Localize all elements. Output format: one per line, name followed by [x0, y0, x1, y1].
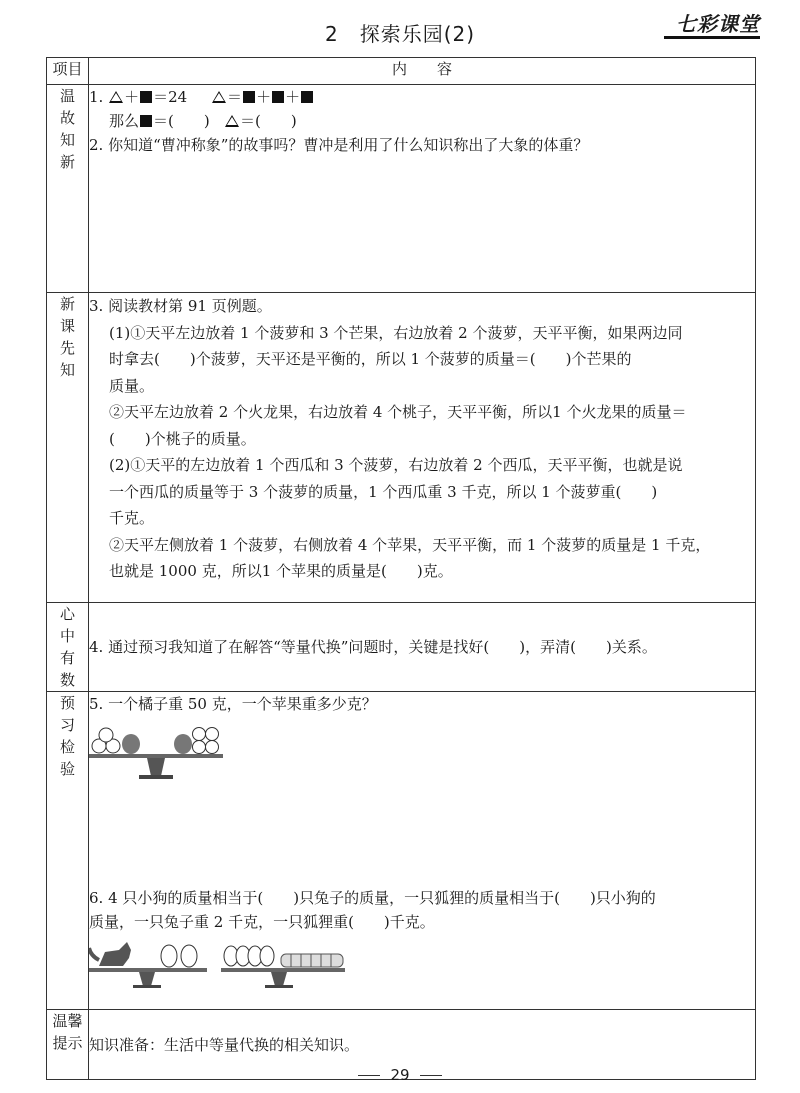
page-footer: [0, 1066, 800, 1084]
brand-logo: [660, 8, 760, 42]
check-content: [89, 692, 756, 1010]
review-content: [89, 85, 756, 293]
brand-text: 七彩课堂: [676, 12, 760, 36]
q3-p2a: ②天平左边放着 2 个火龙果，右边放着 4 个桃子，天平平衡，所以1 个火龙果的质量＝: [109, 403, 687, 421]
page-number: 29: [390, 1066, 410, 1084]
q1-blank-square: ＝( ): [153, 112, 210, 130]
q5: 5. 一个橘子重 50 克，一个苹果重多少克？: [89, 695, 377, 713]
q3: 3. 阅读教材第 91 页例题。: [89, 297, 272, 315]
q1-then: 那么: [109, 112, 140, 130]
q1-eq1-tail: ＝24: [153, 88, 188, 106]
label-mind-text: 心中有数: [59, 605, 75, 689]
tip-text: 知识准备：生活中等量代换的相关知识。: [89, 1035, 360, 1054]
triangle-icon: [212, 91, 226, 103]
label-newlesson-text: 新课先知: [59, 295, 75, 379]
square-icon: [243, 91, 255, 103]
q3-p3c: 千克。: [109, 509, 155, 527]
square-icon: [301, 91, 313, 103]
mind-content: [89, 603, 756, 692]
q1-blank-triangle: ＝( ): [240, 112, 297, 130]
label-check: [47, 692, 89, 1010]
q1-line2: [89, 109, 755, 133]
triangle-icon: [225, 115, 239, 127]
q3-p3a: (2)①天平的左边放着 1 个西瓜和 3 个菠萝，右边放着 2 个西瓜，天平平衡，也就是说: [109, 456, 683, 474]
q1-eq2-mid: ＝: [227, 88, 243, 106]
header-content: 内 容: [89, 58, 756, 85]
triangle-icon: [109, 91, 123, 103]
q3-p1b: 时拿去( )个菠萝，天平还是平衡的，所以 1 个菠萝的质量＝( )个芒果的: [109, 350, 632, 368]
label-review-text: 温故知新: [59, 87, 75, 171]
q3-p1c: 质量。: [109, 376, 155, 395]
balance-scale-animals-image: [89, 938, 349, 990]
q3-p4a: ②天平左侧放着 1 个菠萝，右侧放着 4 个苹果，天平平衡，而 1 个菠萝的质量是 1 千克，: [109, 535, 711, 554]
square-icon: [140, 115, 152, 127]
header-item: 项目: [47, 58, 89, 85]
balance-scale-fruit-image: [89, 720, 229, 782]
spacer: [89, 782, 755, 886]
content-table: [46, 57, 756, 1080]
label-tip-text: 温馨提示: [52, 1012, 83, 1052]
q6-line2: 质量，一只兔子重 2 千克，一只狐狸重( )千克。: [89, 913, 435, 931]
q3-p1a: (1)①天平左边放着 1 个菠萝和 3 个芒果，右边放着 2 个菠萝，天平平衡，如果两边同: [109, 323, 683, 342]
footer-dash-right: [420, 1075, 442, 1076]
q2: 2. 你知道“曹冲称象”的故事吗？曹冲是利用了什么知识称出了大象的体重？: [89, 136, 589, 154]
label-review: [47, 85, 89, 293]
page-title: 2 探索乐园(2): [324, 22, 476, 46]
q3-p3b: 一个西瓜的质量等于 3 个菠萝的质量，1 个西瓜重 3 千克，所以 1 个菠萝重( ): [109, 482, 658, 501]
q1-number: 1.: [89, 88, 104, 106]
label-newlesson: [47, 293, 89, 603]
q3-p2b: ( )个桃子的质量。: [109, 429, 256, 448]
square-icon: [140, 91, 152, 103]
q6-line1: 6. 4 只小狗的质量相当于( )只兔子的质量，一只狐狸的质量相当于( )只小狗的: [89, 889, 656, 907]
q3-p4b: 也就是 1000 克，所以1 个苹果的质量是( )克。: [109, 562, 453, 580]
newlesson-content: [89, 293, 756, 603]
label-check-text: 预习检验: [59, 694, 75, 778]
footer-dash-left: [358, 1075, 380, 1076]
q4: 4. 通过预习我知道了在解答“等量代换”问题时，关键是找好( )，弄清( )关系。: [89, 638, 657, 656]
square-icon: [272, 91, 284, 103]
label-mind: [47, 603, 89, 692]
q1-line1: 1. ＋ ＝24 ＝ ＋ ＋: [89, 85, 755, 109]
brand-underline: [664, 36, 760, 39]
